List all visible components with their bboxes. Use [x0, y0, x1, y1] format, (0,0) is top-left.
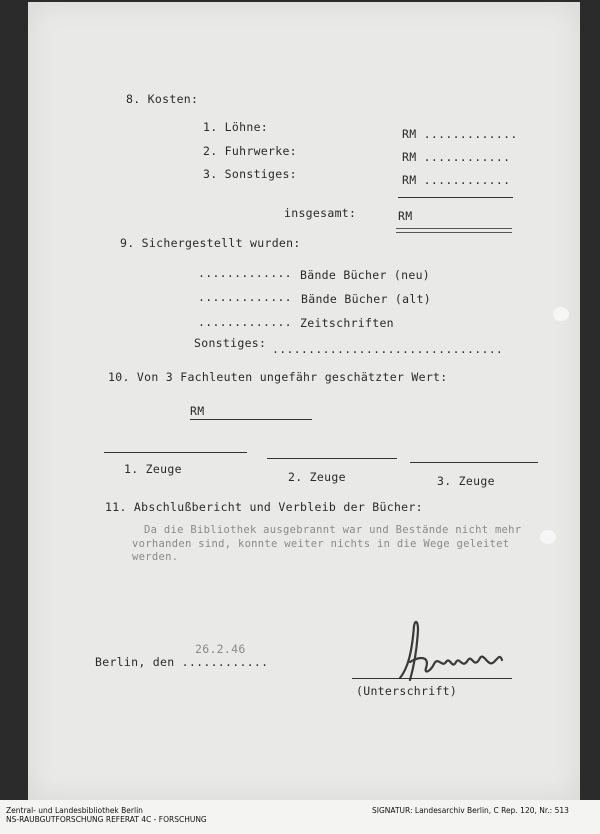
- secured-heading: 9. Sichergestellt wurden:: [120, 236, 301, 250]
- carts-label: 2. Fuhrwerke:: [203, 144, 297, 158]
- secured-other-label: Sonstiges:: [194, 336, 267, 350]
- old-books-dots: .............: [198, 290, 292, 304]
- punch-hole: [553, 307, 569, 321]
- final-report-heading: 11. Abschlußbericht und Verbleib der Bücher:: [105, 500, 423, 514]
- wages-value: RM .............: [402, 127, 518, 141]
- new-books-label: Bände Bücher (neu): [300, 268, 431, 282]
- place-date-label: Berlin, den ............: [95, 655, 269, 669]
- other-costs-label: 3. Sonstiges:: [203, 167, 297, 181]
- total-value: RM: [398, 209, 413, 223]
- costs-heading: 8. Kosten:: [126, 92, 199, 106]
- carts-value: RM ............: [402, 150, 511, 164]
- estimate-value: RM: [190, 404, 205, 418]
- date-value: 26.2.46: [195, 642, 246, 656]
- footer-department: NS-RAUBGUTFORSCHUNG REFERAT 4C - FORSCHUNG: [6, 815, 207, 824]
- total-label: insgesamt:: [284, 206, 357, 220]
- witness-2-line: [267, 458, 397, 459]
- final-report-line-3: werden.: [132, 551, 179, 563]
- punch-hole: [540, 530, 556, 544]
- witness-2-label: 2. Zeuge: [288, 470, 346, 484]
- secured-other-dots: ................................: [272, 342, 504, 356]
- final-report-line-1: Da die Bibliothek ausgebrannt war und Bestände nicht mehr: [144, 524, 522, 536]
- signature-label: (Unterschrift): [356, 684, 458, 698]
- new-books-dots: .............: [198, 266, 292, 280]
- witness-1-label: 1. Zeuge: [124, 462, 182, 476]
- old-books-label: Bände Bücher (alt): [301, 292, 432, 306]
- total-double-line: [396, 228, 512, 233]
- witness-3-label: 3. Zeuge: [437, 474, 495, 488]
- other-costs-value: RM ............: [402, 173, 511, 187]
- wages-label: 1. Löhne:: [203, 120, 269, 134]
- witness-3-line: [410, 462, 538, 463]
- estimate-heading: 10. Von 3 Fachleuten ungefähr geschätzter Wert:: [108, 370, 448, 384]
- footer-institution: Zentral- und Landesbibliothek Berlin: [6, 806, 143, 815]
- witness-1-line: [104, 452, 247, 453]
- footer-signature-ref: SIGNATUR: Landesarchiv Berlin, C Rep. 120, Nr.: 513: [372, 806, 569, 815]
- magazines-label: Zeitschriften: [300, 316, 394, 330]
- handwritten-signature: [390, 612, 520, 692]
- signature-line: [352, 678, 512, 679]
- magazines-dots: .............: [198, 315, 292, 329]
- estimate-line: [190, 419, 312, 420]
- final-report-line-2: vorhanden sind, konnte weiter nichts in die Wege geleitet: [132, 538, 510, 550]
- sum-line: [398, 197, 513, 198]
